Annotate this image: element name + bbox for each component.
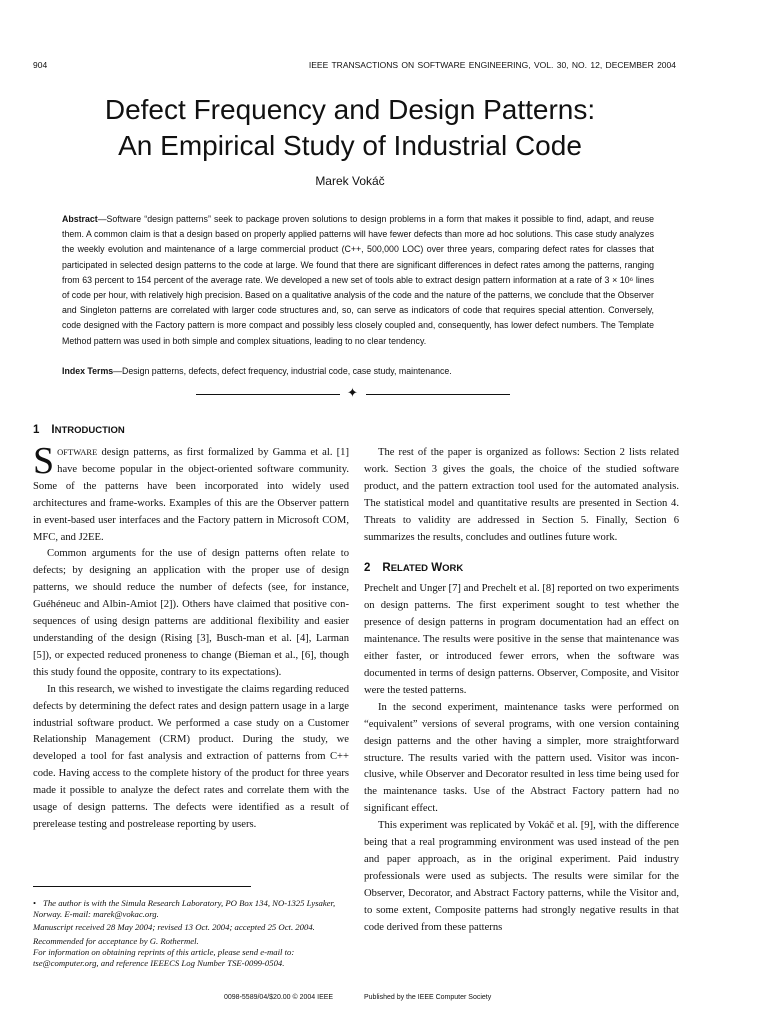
- index-terms: [62, 364, 654, 379]
- section-2-number: 2: [364, 562, 371, 575]
- title-line-1: Defect Frequency and Design Patterns:: [104, 94, 596, 125]
- intro-paragraph-3: In this research, we wished to investigate the claims regarding reduced defects by determining the defect rates and design pattern usage in a large industrial software product. We performed a case study on a Customer Relationship Management (CRM) product. During the study, we developed a tool for fast analysis and extraction of patterns from C++ code. Having access to the complete history of the product for three years made it possible to analyze the defect rates and correlate them with the usage of design patterns. The defects were identified as a result of prerelease testing and postrelease reporting by users.: [33, 683, 349, 830]
- page-number: 904: [33, 60, 48, 70]
- abstract-text: —Software “design patterns” seek to package proven solutions to design problems in a form that makes it possible to find, adapt, and reuse them. A common claim is that a design based on properly applied patterns will have fewer defects than more ad hoc solutions. This case study analyzes the weekly evolution and maintenance of a large commercial product (C++, 500,000 LOC) over three years, comparing defect rates for classes that participated in selected design patterns to the code at large. We found that there are significant differences in defect rates among the patterns, ranging from 63 percent to 154 percent of the average rate. We developed a new set of tools able to extract design pattern information at a rate of 3 × 10⁶ lines of code per hour, with relatively high precision. Based on a qualitative analysis of the code and the nature of the patterns, we conclude that the Observer and Singleton patterns are correlated with larger code structures and, so, can serve as indicators of code that requires special attention. Conversely, code designed with the Factory pattern is more compact and possibly less closely coupled and, consequently, has lower defect numbers. The Template Method pattern was used in both simple and complex situations, leading to no clear tendency.: [62, 214, 654, 346]
- abstract-label: Abstract: [62, 214, 98, 224]
- dropcap: S: [33, 440, 55, 482]
- section-2-title-rest-1: ELATED: [390, 563, 429, 575]
- section-1-title-rest: NTRODUCTION: [54, 425, 125, 436]
- section-1-number: 1: [33, 424, 40, 436]
- divider-left: [196, 394, 340, 395]
- section-2-title-initial-2: W: [431, 562, 443, 575]
- intro-paragraph-2: Common arguments for the use of design patterns often relate to defects; by designing an application with the proper use of design patterns, we should reduce the number of defects (see, for instance, Guéhéneuc and Albin-Amiot [2]). Others have claimed that positive con-sequences of using design patterns are additional flexibility and easier understanding of the design (Rising [3], Busch-man et al. [4], Larman [5]), or expected reduced proneness to change (Bieman et al., [6], though this study found the opposite, contrary to its expectations).: [33, 548, 349, 678]
- intro-paragraph-1-text: design patterns, as first formalized by Gamma et al. [1] have become popular in the object-oriented software community. Some of the patterns have been incorporated into widely used architectures and frame-works. Examples of this are the Observer pattern in event-based user interfaces and the Factory pattern in Microsoft COM, MFC, and J2EE.: [33, 447, 349, 543]
- related-paragraph-3: This experiment was replicated by Vokáč et al. [9], with the difference being that a real programming environment was used instead of the pen and paper approach, as in the original experiment. Paid industry professionals were used as subjects. The results were similar for the Observer, Decorator, and Abstract Factory patterns, while the Visitor and, to some extent, Composite patterns had strongly negative results in that code derived from these patterns: [364, 820, 679, 933]
- publisher-line: Published by the IEEE Computer Society: [364, 994, 492, 1001]
- journal-header: IEEE TRANSACTIONS ON SOFTWARE ENGINEERING, VOL. 30, NO. 12, DECEMBER 2004: [308, 60, 676, 70]
- footnote-recommended: Recommended for acceptance by G. Rothermel.: [33, 935, 199, 946]
- author-name: Marek Vokáč: [315, 174, 385, 188]
- section-2-heading: [364, 562, 679, 574]
- section-1-heading: [33, 424, 125, 436]
- abstract: [62, 212, 654, 349]
- left-column: [33, 440, 349, 834]
- footnote-rule: [33, 886, 251, 887]
- footnote-affiliation-text: The author is with the Simula Research Laboratory, PO Box 134, NO-1325 Lysaker, Norway. E-mail: marek@vokac.org.: [33, 898, 336, 920]
- section-2-title-initial-1: R: [382, 562, 391, 575]
- first-word-smallcaps: OFTWARE: [57, 447, 98, 457]
- section-2-title-rest-2: ORK: [442, 563, 464, 575]
- intro-paragraph-1: [33, 440, 349, 546]
- footnote-affiliation: [33, 898, 349, 920]
- right-column: [364, 445, 679, 936]
- related-paragraph-1: Prechelt and Unger [7] and Prechelt et al. [8] reported on two experiments on design patterns. The first experiment sought to test whether the presence of design patterns in program documentation had an effect on maintenance. The results were positive in the sense that maintenance was either faster, or introduced fewer errors, when the software was documented in terms of design patterns. Observer, Composite, and Visitor were the tested patterns.: [364, 583, 679, 696]
- index-terms-label: Index Terms: [62, 366, 114, 376]
- paper-title: [0, 92, 700, 164]
- copyright-code: 0098-5589/04/$20.00 © 2004 IEEE: [224, 994, 334, 1001]
- divider-right: [366, 394, 510, 395]
- footnote-bullet: •: [33, 898, 37, 908]
- footnotes: [33, 898, 349, 971]
- footnote-reprints: For information on obtaining reprints of this article, please send e-mail to: tse@computer.org, and reference IEEECS Log Number TSE-0099-0504.: [33, 946, 295, 969]
- related-paragraph-2: In the second experiment, maintenance tasks were performed on “equivalent” versions of several programs, with one version containing design patterns and the other having a simpler, more straightforward structure. The results varied with the pattern used. Visitor was incon-clusive, while Observer and Decorator resulted in less time being used for the maintenance tasks. Use of the Abstract Factory pattern had no significant effect.: [364, 701, 679, 815]
- intro-paragraph-4: The rest of the paper is organized as follows: Section 2 lists related work. Section 3 gives the goals, the choice of the studied software product, and the pattern extraction tool used for the automated analysis. The statistical model and quantitative results are presented in Section 4. Threats to validity are addressed in Section 5. Finally, Section 6 summarizes the results, concludes and outlines future work.: [364, 447, 679, 543]
- title-line-2: An Empirical Study of Industrial Code: [118, 130, 582, 161]
- section-1-title-initial: I: [51, 424, 55, 436]
- diamond-icon: ✦: [347, 386, 358, 401]
- index-terms-text: —Design patterns, defects, defect frequency, industrial code, case study, maintenance.: [113, 366, 452, 376]
- footnote-received: Manuscript received 28 May 2004; revised 13 Oct. 2004; accepted 25 Oct. 2004.: [33, 922, 315, 933]
